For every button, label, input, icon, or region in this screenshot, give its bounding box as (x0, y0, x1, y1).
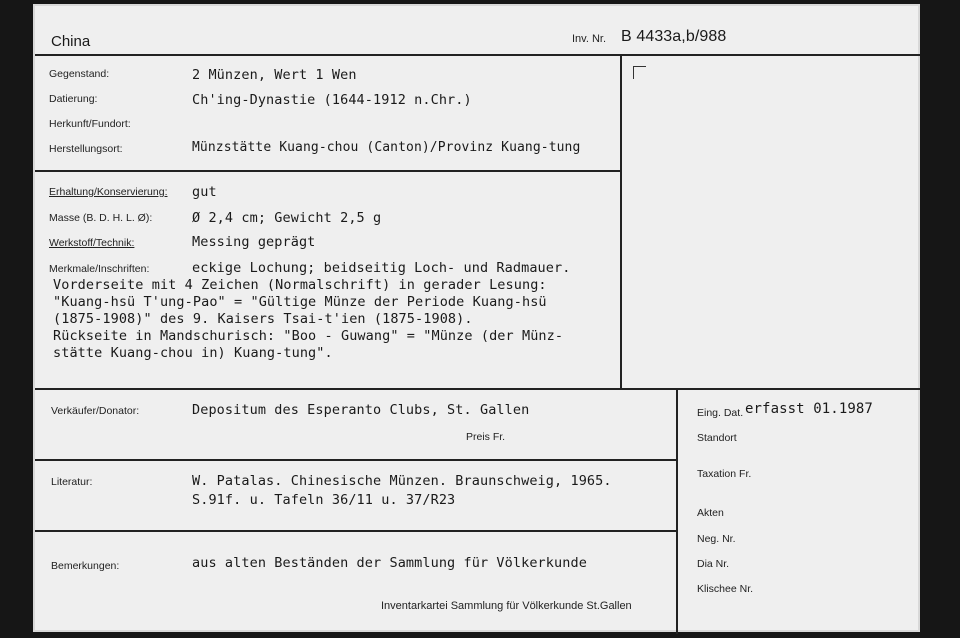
neg-nr-label: Neg. Nr. (697, 533, 736, 545)
standort-label: Standort (697, 432, 737, 444)
card-footer: Inventarkartei Sammlung für Völkerkunde St.Gallen (381, 600, 632, 612)
literatur-line: S.91f. u. Tafeln 36/11 u. 37/R23 (192, 492, 456, 508)
merkmale-line: "Kuang-hsü T'ung-Pao" = "Gültige Münze der Periode Kuang-hsü (53, 294, 547, 310)
werkstoff-value: Messing geprägt (192, 234, 316, 250)
verkaeufer-value: Depositum des Esperanto Clubs, St. Gallen (192, 402, 530, 418)
merkmale-line: Vorderseite mit 4 Zeichen (Normalschrift) in gerader Lesung: (53, 277, 547, 293)
merkmale-line: eckige Lochung; beidseitig Loch- und Radmauer. (192, 260, 571, 276)
herstellungsort-label: Herstellungsort: (49, 143, 123, 155)
rule-acquisition (35, 459, 678, 461)
inv-nr-value: B 4433a,b/988 (621, 28, 727, 45)
preis-label: Preis Fr. (466, 431, 506, 443)
erhaltung-label: Erhaltung/Konservierung: (49, 186, 168, 198)
country-title: China (51, 33, 91, 50)
masse-label: Masse (B. D. H. L. Ø): (49, 212, 153, 224)
merkmale-line: stätte Kuang-chou in) Kuang-tung". (53, 345, 333, 361)
inv-nr-label: Inv. Nr. (572, 33, 607, 45)
inventory-card (33, 4, 920, 632)
eing-dat-value: erfasst 01.1987 (745, 401, 873, 417)
bemerkungen-label: Bemerkungen: (51, 560, 120, 572)
gegenstand-label: Gegenstand: (49, 68, 110, 80)
gegenstand-value: 2 Münzen, Wert 1 Wen (192, 67, 357, 83)
merkmale-line: Rückseite in Mandschurisch: "Boo - Guwang" = "Münze (der Münz- (53, 328, 564, 344)
divider-lower (676, 388, 678, 634)
bemerkungen-value: aus alten Beständen der Sammlung für Völkerkunde (192, 555, 587, 571)
rule-header (35, 54, 920, 56)
merkmale-label: Merkmale/Inschriften: (49, 263, 150, 275)
literatur-line: W. Patalas. Chinesische Münzen. Braunschweig, 1965. (192, 473, 612, 489)
herkunft-label: Herkunft/Fundort: (49, 118, 131, 130)
eing-dat-label: Eing. Dat. (697, 407, 744, 419)
divider-upper (620, 54, 622, 390)
datierung-label: Datierung: (49, 93, 98, 105)
werkstoff-label: Werkstoff/Technik: (49, 237, 135, 249)
corner-mark (633, 66, 646, 79)
rule-object (35, 170, 622, 172)
datierung-value: Ch'ing-Dynastie (1644-1912 n.Chr.) (192, 92, 472, 108)
rule-condition (35, 388, 920, 390)
masse-value: Ø 2,4 cm; Gewicht 2,5 g (192, 210, 382, 226)
taxation-label: Taxation Fr. (697, 468, 752, 480)
dia-nr-label: Dia Nr. (697, 558, 730, 570)
akten-label: Akten (697, 507, 724, 519)
klischee-nr-label: Klischee Nr. (697, 583, 754, 595)
erhaltung-value: gut (192, 184, 217, 200)
verkaeufer-label: Verkäufer/Donator: (51, 405, 140, 417)
literatur-label: Literatur: (51, 476, 93, 488)
merkmale-line: (1875-1908)" des 9. Kaisers Tsai-t'ien (1875-1908). (53, 311, 473, 327)
herstellungsort-value: Münzstätte Kuang-chou (Canton)/Provinz Kuang-tung (192, 140, 581, 155)
rule-literature (35, 530, 678, 532)
